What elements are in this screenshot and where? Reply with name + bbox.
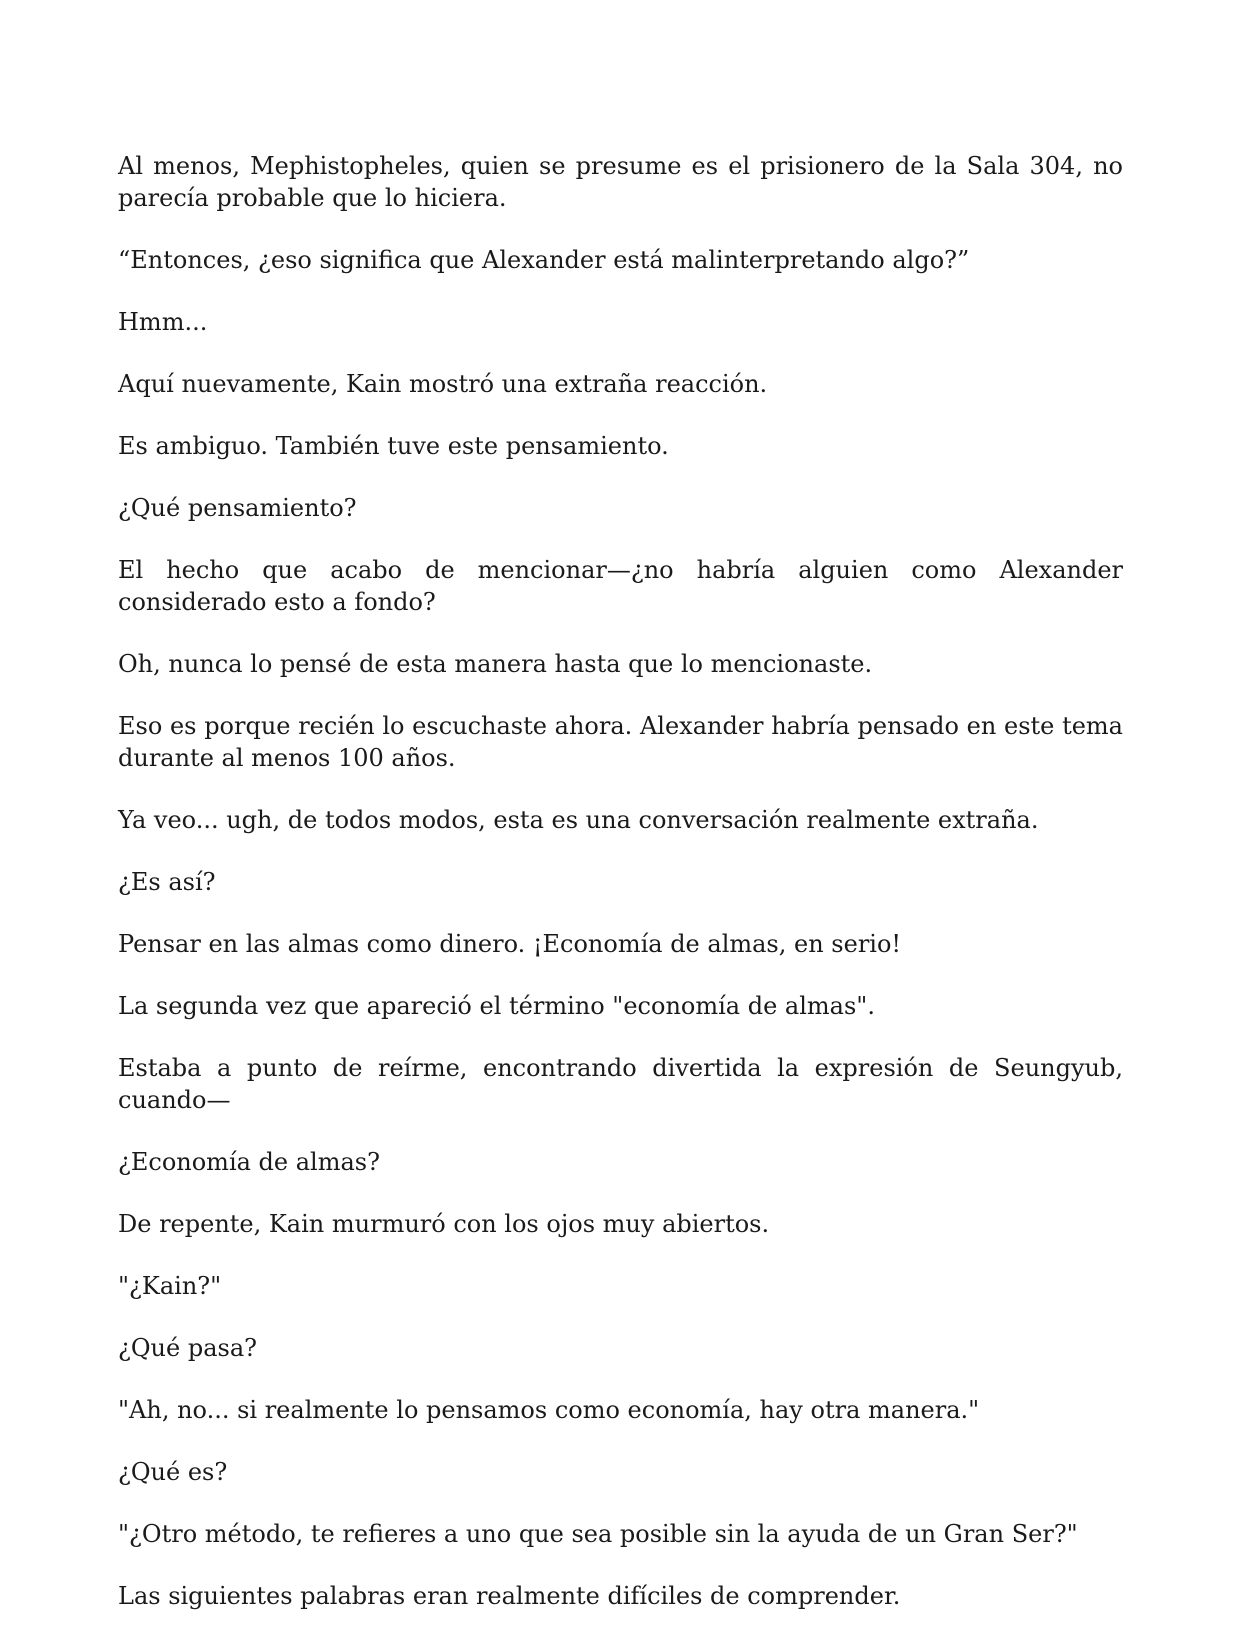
paragraph: ¿Es así? [118, 868, 216, 896]
paragraph: "¿Otro método, te refieres a uno que sea posible sin la ayuda de un Gran Ser?" [118, 1520, 1078, 1548]
paragraph: ¿Qué pasa? [118, 1334, 257, 1362]
document-body [118, 150, 1123, 1642]
paragraph: Pensar en las almas como dinero. ¡Economía de almas, en serio! [118, 930, 902, 958]
paragraph: Aquí nuevamente, Kain mostró una extraña reacción. [118, 370, 768, 398]
paragraph: De repente, Kain murmuró con los ojos muy abiertos. [118, 1210, 770, 1238]
paragraph: Oh, nunca lo pensé de esta manera hasta que lo mencionaste. [118, 650, 873, 678]
paragraph: El hecho que acabo de mencionar—¿no habría alguien como Alexander considerado esto a fondo? [118, 556, 1123, 616]
paragraph: Es ambiguo. También tuve este pensamiento. [118, 432, 669, 460]
paragraph: ¿Economía de almas? [118, 1148, 380, 1176]
paragraph: La segunda vez que apareció el término "economía de almas". [118, 992, 875, 1020]
paragraph: Las siguientes palabras eran realmente difíciles de comprender. [118, 1582, 901, 1610]
paragraph: “Entonces, ¿eso significa que Alexander está malinterpretando algo?” [118, 246, 970, 274]
paragraph: Al menos, Mephistopheles, quien se presume es el prisionero de la Sala 304, no parecía probable que lo hiciera. [118, 152, 1123, 212]
paragraph: "Ah, no... si realmente lo pensamos como economía, hay otra manera." [118, 1396, 980, 1424]
paragraph: "¿Kain?" [118, 1272, 222, 1300]
paragraph: ¿Qué es? [118, 1458, 228, 1486]
paragraph: Estaba a punto de reírme, encontrando divertida la expresión de Seungyub, cuando— [118, 1054, 1123, 1114]
paragraph: ¿Qué pensamiento? [118, 494, 357, 522]
paragraph: Hmm... [118, 308, 208, 336]
paragraph: Eso es porque recién lo escuchaste ahora. Alexander habría pensado en este tema durante al menos 100 años. [118, 712, 1123, 772]
paragraph: Ya veo... ugh, de todos modos, esta es una conversación realmente extraña. [118, 806, 1039, 834]
